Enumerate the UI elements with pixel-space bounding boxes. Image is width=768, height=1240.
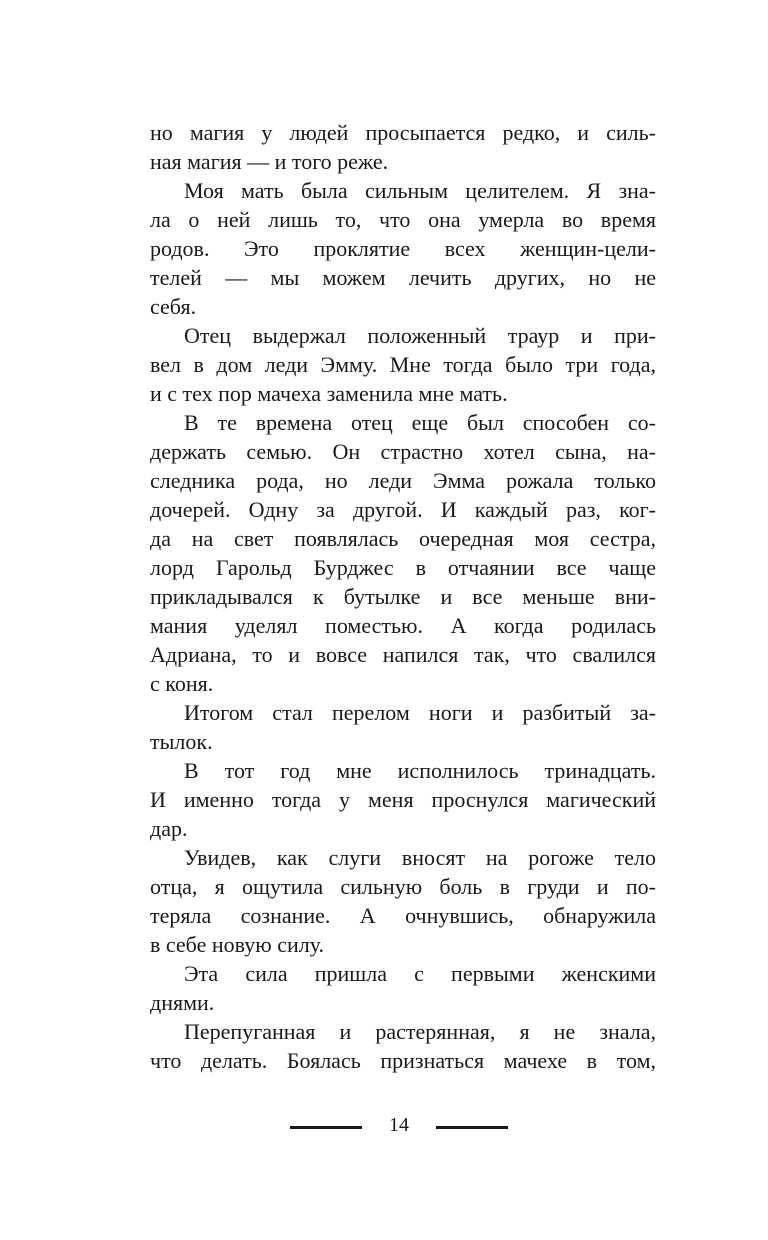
- text-line: себя.: [150, 294, 197, 319]
- text-line: Моя мать была сильным целителем. Я зна-: [184, 178, 656, 203]
- text-line: отца, я ощутила сильную боль в груди и по-: [150, 874, 656, 899]
- page-body-text: [150, 118, 656, 1075]
- text-line: Эта сила пришла с первыми женскими: [184, 961, 656, 986]
- text-line: родов. Это проклятие всех женщин-цели-: [150, 236, 656, 261]
- text-line: тылок.: [150, 729, 213, 754]
- text-line: дочерей. Одну за другой. И каждый раз, ког-: [150, 497, 656, 522]
- text-line: вел в дом леди Эмму. Мне тогда было три года,: [150, 352, 656, 377]
- text-line: но магия у людей просыпается редко, и силь-: [150, 120, 656, 145]
- text-line: Итогом стал перелом ноги и разбитый за-: [184, 700, 656, 725]
- text-line: и с тех пор мачеха заменила мне мать.: [150, 381, 508, 406]
- text-line: И именно тогда у меня проснулся магический: [150, 787, 656, 812]
- footer-rule-right: [436, 1126, 508, 1129]
- text-line: в себе новую силу.: [150, 932, 325, 957]
- text-line: ная магия — и того реже.: [150, 149, 389, 174]
- text-line: прикладывался к бутылке и все меньше вни-: [150, 584, 656, 609]
- text-line: Перепуганная и растерянная, я не знала,: [184, 1019, 656, 1044]
- text-line: да на свет появлялась очередная моя сестра,: [150, 526, 656, 551]
- text-line: Отец выдержал положенный траур и при-: [184, 323, 656, 348]
- page-number: 14: [389, 1114, 409, 1136]
- text-line: днями.: [150, 990, 215, 1015]
- page-footer: [0, 1110, 768, 1140]
- text-line: ла о ней лишь то, что она умерла во время: [150, 207, 656, 232]
- text-line: В тот год мне исполнилось тринадцать.: [184, 758, 656, 783]
- text-line: что делать. Боялась признаться мачехе в том,: [150, 1048, 656, 1073]
- text-line: телей — мы можем лечить других, но не: [150, 265, 656, 290]
- text-line: теряла сознание. А очнувшись, обнаружила: [150, 903, 656, 928]
- text-line: держать семью. Он страстно хотел сына, на-: [150, 439, 656, 464]
- text-line: дар.: [150, 816, 188, 841]
- text-line: В те времена отец еще был способен со-: [184, 410, 656, 435]
- text-line: следника рода, но леди Эмма рожала только: [150, 468, 656, 493]
- footer-rule-left: [290, 1126, 362, 1129]
- text-line: Увидев, как слуги вносят на рогоже тело: [184, 845, 656, 870]
- text-line: с коня.: [150, 671, 214, 696]
- text-line: мания уделял поместью. А когда родилась: [150, 613, 656, 638]
- text-line: лорд Гарольд Бурджес в отчаянии все чаще: [150, 555, 656, 580]
- text-line: Адриана, то и вовсе напился так, что свалился: [150, 642, 656, 667]
